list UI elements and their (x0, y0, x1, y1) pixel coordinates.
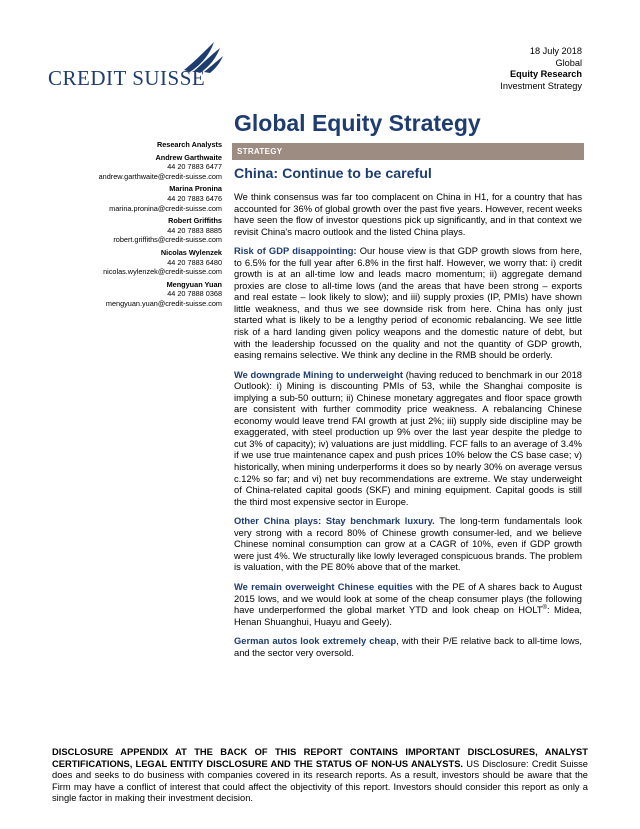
german-autos-paragraph (234, 636, 582, 659)
paragraph-text: : Midea, Henan Shuanghui, Huayu and Geely). (234, 605, 582, 627)
analyst-entry (52, 280, 222, 309)
analyst-name: Mengyuan Yuan (166, 279, 222, 289)
analyst-email[interactable]: marina.pronina@credit-suisse.com (109, 203, 222, 213)
analyst-email[interactable]: robert.griffiths@credit-suisse.com (113, 235, 222, 245)
intro-paragraph: We think consensus was far too complacent on China in H1, for a country that has accounted for 36% of global growth over the past five years. However, recent weeks have seen the flow of investor questions pick up significantly, and in that context we revisit China's macro outlook and the listed China plays. (234, 192, 582, 237)
analyst-phone: 44 20 7883 8885 (167, 225, 222, 235)
luxury-paragraph (234, 516, 582, 574)
analyst-phone: 44 20 7883 6476 (167, 193, 222, 203)
report-subtitle: China: Continue to be careful (234, 166, 432, 182)
analyst-email[interactable]: andrew.garthwaite@credit-suisse.com (98, 171, 222, 181)
analyst-entry (52, 216, 222, 245)
analyst-phone: 44 20 7883 6480 (167, 257, 222, 267)
page-title: Global Equity Strategy (234, 110, 481, 136)
analyst-entry (52, 248, 222, 277)
analyst-name: Marina Pronina (169, 184, 222, 194)
analyst-name: Robert Griffiths (168, 216, 222, 226)
disclosure-notice (52, 747, 588, 805)
disclosure-text: US Disclosure: Credit Suisse does and seeks to do business with companies covered in its research reports. As a result, investors should be aware that the Firm may have a conflict of interest that could affect the objectivity of this report. Investors should consider this report as only a single factor in making their investment decision. (52, 758, 589, 804)
paragraph-text: with the PE of A shares back to August 2015 lows, and we would look at some of the cheap consumer plays (the following have underperformed the global market YTD and look cheap on HOLT (234, 581, 582, 616)
analyst-phone: 44 20 7888 0368 (167, 289, 222, 299)
credit-suisse-logo (48, 40, 224, 90)
analyst-email[interactable]: nicolas.wylenzek@credit-suisse.com (103, 267, 222, 277)
paragraph-text: Our house view is that GDP growth slows from here, to 6.5% for the full year after 6.8% in the first half. However, we worry that: i) credit growth is at an all-time low and leads macro momentum; ii) aggregate demand proxies are close to all-time lows (and the areas that have been strong – exports and real estate – look likely to slow); and iii) supply proxies (IP, PMIs) have shown little weakness, and thus we see downside risk from here. China has only just started what is likely to be a lengthy period of economic rebalancing. We see little risk of a hard landing given policy weapons and the domestic nature of debt, but with the leadership focussed on the quality and not the quantity of GDP growth, easing remains selective. We think any decline in the RMB should be orderly. (234, 246, 582, 361)
analysts-heading: Research Analysts (156, 140, 222, 149)
disclosure-caps: DISCLOSURE APPENDIX AT THE BACK OF THIS REPORT CONTAINS IMPORTANT DISCLOSURES, ANALYST CERTIFICATIONS, LEGAL ENTITY DISCLOSURE AND THE STATUS OF NON-US ANALYSTS. (52, 747, 588, 769)
report-category: Investment Strategy (500, 80, 582, 91)
paragraph-lead: We remain overweight Chinese equities (234, 581, 413, 592)
analyst-name: Nicolas Wylenzek (160, 247, 222, 257)
paragraph-lead: Other China plays: Stay benchmark luxury. (234, 516, 435, 527)
section-label-bar: STRATEGY (232, 143, 584, 160)
report-date: 18 July 2018 (529, 46, 582, 56)
paragraph-lead: Risk of GDP disappointing: (234, 246, 357, 257)
report-department: Equity Research (510, 69, 582, 79)
registered-mark: ® (542, 604, 547, 611)
logo-text: CREDIT SUISSE (48, 66, 206, 90)
analyst-entry (52, 153, 222, 182)
analyst-email[interactable]: mengyuan.yuan@credit-suisse.com (105, 298, 222, 308)
analyst-entry (52, 184, 222, 213)
report-region: Global (555, 57, 582, 68)
paragraph-lead: We downgrade Mining to underweight (234, 369, 403, 380)
paragraph-text: (having reduced to benchmark in our 2018 Outlook): i) Mining is discounting PMIs of 53, while the Shanghai composite is implying a sub-50 outturn; ii) Chinese monetary aggregates and floor space growth are consistent with further commodity price weakness. A rebalancing Chinese economy would leave trend FAI growth at just 2%; iii) supply side discipline may be exaggerated, with steel production up 9% over the last year despite the pledge to cut 3% of capacity); iv) valuations are just middling. FCF falls to an average of 3.4% if we use true maintenance capex and push prices 10% below the CS base case; v) historically, when mining underperforms it does so by nearly 30% on average versus c.12% so far; and vi) net buy recommendations are extreme. We stay underweight of China-related capital goods (SKF) and mining equipment. Capital goods is still the third most expensive sector in Europe. (234, 369, 582, 507)
mining-paragraph (234, 370, 582, 509)
report-header (500, 46, 582, 92)
paragraph-lead: German autos look extremely cheap (234, 636, 397, 647)
paragraph-text: The long-term fundamentals look very strong with a record 80% of Chinese growth consumer-led, and we believe Chinese nominal consumption can grow at a CAGR of 10%, even if GDP growth were just 4%. We structurally like lowly leveraged conspicuous brands. The problem is valuation, with the PE 80% above that of the market. (234, 516, 582, 573)
chinese-equities-paragraph (234, 582, 582, 628)
gdp-risk-paragraph (234, 246, 582, 361)
analyst-phone: 44 20 7883 6477 (167, 162, 222, 172)
paragraph-text: , with their P/E relative back to all-time lows, and the sector very oversold. (234, 636, 582, 658)
analysts-sidebar (52, 140, 222, 312)
report-body (234, 192, 582, 667)
analyst-name: Andrew Garthwaite (155, 152, 222, 162)
